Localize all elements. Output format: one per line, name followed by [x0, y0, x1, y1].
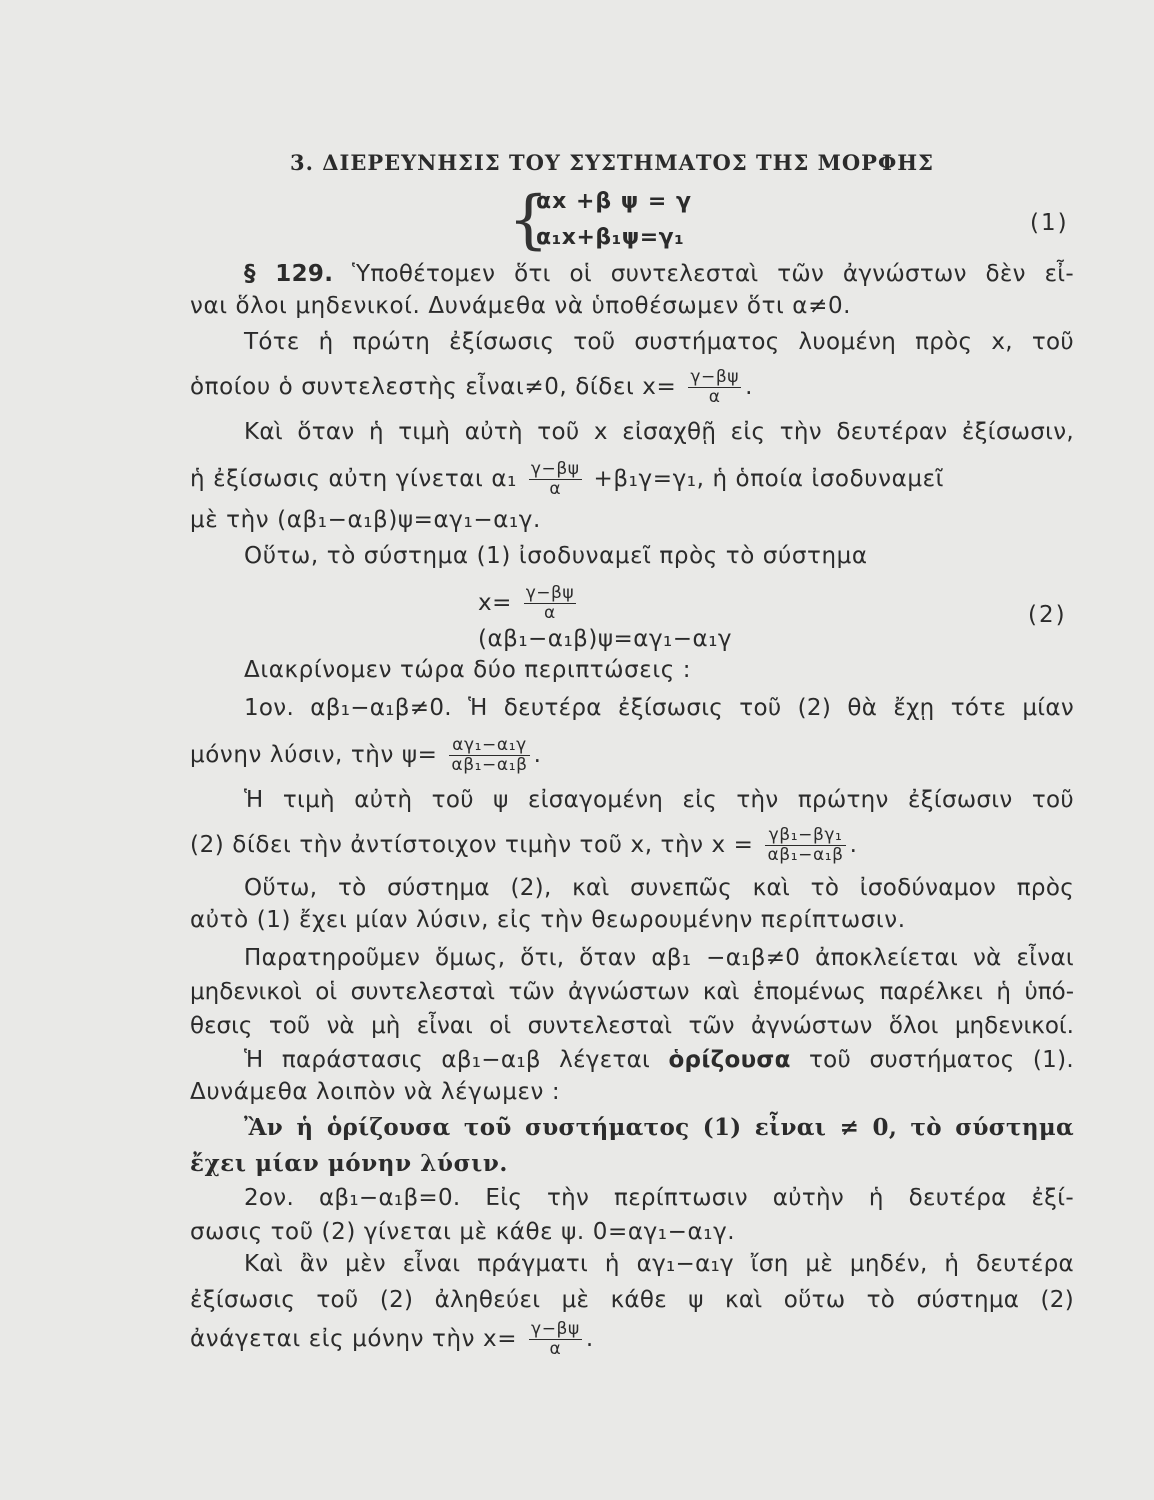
fraction-numerator: γ−βψ — [525, 583, 575, 603]
para-129-line1 — [190, 260, 1074, 288]
parastasis-text: Ἡ παράστασις αβ₁−α₁β λέγεται — [244, 1047, 651, 1073]
parastasis-end: τοῦ συστήματος (1). — [809, 1047, 1074, 1073]
parastasis-line2: Δυνάμεθα λοιπὸν νὰ λέγωμεν : — [190, 1079, 561, 1105]
para-129-text: Ὑποθέτομεν ὅτι οἱ συντελεσταὶ τῶν ἀγνώστων δὲν εἶ- — [352, 261, 1074, 287]
fraction-numerator: γ−βψ — [531, 1319, 580, 1339]
theorem-line1: Ἂν ἡ ὁρίζουσα τοῦ συστήματος (1) εἶναι ≠ 0, τὸ σύστημα — [244, 1114, 1074, 1141]
fraction-denominator: α — [549, 479, 562, 499]
system-brace: { — [508, 183, 549, 257]
fraction-denominator: α — [544, 603, 556, 623]
system-eq1: αx +β ψ = γ — [536, 189, 693, 214]
outo2-line2: αὐτὸ (1) ἔχει μίαν λύσιν, εἰς τὴν θεωρουμένην περίπτωσιν. — [190, 907, 906, 933]
system2-eq2: (αβ₁−α₁β)ψ=αγ₁−α₁γ — [478, 626, 733, 652]
paratiroumen-line1: Παρατηροῦμεν ὅμως, ὅτι, ὅταν αβ₁ −α₁β≠0 ἀποκλείεται νὰ εἶναι — [244, 945, 1074, 971]
kai-an-line2: ἐξίσωσις τοῦ (2) ἀληθεύει μὲ κάθε ψ καὶ οὕτω τὸ σύστημα (2) — [190, 1287, 1074, 1313]
diakrinomen-line: Διακρίνομεν τώρα δύο περιπτώσεις : — [244, 657, 692, 683]
fraction-substitution — [529, 460, 582, 499]
fraction-denominator: αβ₁−α₁β — [767, 845, 844, 865]
fraction-x — [688, 368, 741, 407]
term-orizousa: ὁρίζουσα — [668, 1047, 791, 1073]
kai-otan-line2 — [190, 460, 944, 499]
fraction-denominator: αβ₁−α₁β — [451, 755, 528, 775]
paratiroumen-line2: μηδενικοὶ οἱ συντελεσταὶ τῶν ἀγνώστων καὶ ἑπομένως παρέλκει ἡ ὑπό- — [190, 979, 1074, 1005]
fraction-system2 — [524, 584, 576, 623]
case1-line2-end: . — [533, 742, 542, 768]
fraction-numerator: αγ₁−α₁γ — [449, 736, 529, 756]
tote-line2-text: ὁποίου ὁ συντελεστὴς εἶναι≠0, δίδει x= — [190, 374, 677, 400]
equation-number-2: (2) — [1028, 602, 1067, 628]
system-eq2: α₁x+β₁ψ=γ₁ — [536, 225, 685, 250]
section-mark: § 129. — [244, 261, 334, 287]
fraction-denominator: α — [549, 1339, 562, 1359]
timi-line2 — [190, 826, 858, 865]
case1-line1: 1ον. αβ₁−α₁β≠0. Ἡ δευτέρα ἐξίσωσις τοῦ (2) θὰ ἔχῃ τότε μίαν — [244, 695, 1074, 721]
kai-an-line3 — [190, 1320, 594, 1359]
fraction-numerator: γ−βψ — [530, 459, 580, 479]
outo-line: Οὕτω, τὸ σύστημα (1) ἰσοδυναμεῖ πρὸς τὸ σύστημα — [244, 543, 868, 569]
timi-line1: Ἡ τιμὴ αὐτὴ τοῦ ψ εἰσαγομένη εἰς τὴν πρώτην ἐξίσωσιν τοῦ — [244, 787, 1074, 813]
parastasis-line1 — [190, 1046, 1074, 1074]
fraction-denominator: α — [708, 387, 721, 407]
kai-an-line3-end: . — [585, 1326, 594, 1352]
case1-line2 — [190, 736, 542, 775]
kai-otan-line2-end: +β₁γ=γ₁, ἡ ὁποία ἰσοδυναμεῖ — [593, 466, 945, 492]
timi-line2-end: . — [849, 832, 858, 858]
timi-line2-text: (2) δίδει τὴν ἀντίστοιχον τιμὴν τοῦ x, τὴν x = — [190, 832, 754, 858]
kai-otan-line3: μὲ τὴν (αβ₁−α₁β)ψ=αγ₁−α₁γ. — [190, 507, 541, 533]
para-129-line2: ναι ὅλοι μηδενικοί. Δυνάμεθα νὰ ὑποθέσωμεν ὅτι α≠0. — [190, 293, 852, 319]
kai-otan-line1: Καὶ ὅταν ἡ τιμὴ αὐτὴ τοῦ x εἰσαχθῇ εἰς τὴν δευτέραν ἐξίσωσιν, — [244, 419, 1074, 445]
equation-number-1: (1) — [1030, 210, 1069, 236]
kai-an-line3-text: ἀνάγεται εἰς μόνην τὴν x= — [190, 1326, 518, 1352]
kai-an-line1: Καὶ ἂν μὲν εἶναι πράγματι ἡ αγ₁−α₁γ ἴση μὲ μηδέν, ἡ δευτέρα — [244, 1251, 1074, 1277]
fraction-numerator: γβ₁−βγ₁ — [765, 826, 845, 846]
paratiroumen-line3: θεσις τοῦ νὰ μὴ εἶναι οἱ συντελεσταὶ τῶν ἀγνώστων ὅλοι μηδενικοί. — [190, 1013, 1074, 1039]
tote-line2 — [190, 368, 753, 407]
case1-line2-text: μόνην λύσιν, τὴν ψ= — [190, 742, 438, 768]
kai-otan-line2-text: ἡ ἐξίσωσις αὐτη γίνεται α₁ — [190, 466, 517, 492]
fraction-psi — [449, 736, 529, 775]
case2-line1: 2ον. αβ₁−α₁β=0. Εἰς τὴν περίπτωσιν αὐτὴν ἡ δευτέρα ἐξί- — [244, 1185, 1074, 1211]
text-body — [190, 0, 1074, 1500]
tote-line1: Τότε ἡ πρώτη ἐξίσωσις τοῦ συστήματος λυομένη πρὸς x, τοῦ — [244, 329, 1074, 355]
fraction-numerator: γ−βψ — [690, 367, 740, 387]
tote-line2-end: . — [745, 374, 754, 400]
case2-line2: σωσις τοῦ (2) γίνεται μὲ κάθε ψ. 0=αγ₁−α₁γ. — [190, 1219, 736, 1245]
section-title: 3. ΔΙΕΡΕΥΝΗΣΙΣ ΤΟΥ ΣΥΣΤΗΜΑΤΟΣ ΤΗΣ ΜΟΡΦΗΣ — [290, 150, 934, 175]
fraction-final — [529, 1320, 582, 1359]
system2-x: x= — [478, 590, 512, 616]
theorem-line2: ἔχει μίαν μόνην λύσιν. — [190, 1150, 509, 1177]
outo2-line1: Οὕτω, τὸ σύστημα (2), καὶ συνεπῶς καὶ τὸ ἰσοδύναμον πρὸς — [244, 875, 1074, 901]
fraction-x-solution — [765, 826, 845, 865]
system2-eq1 — [478, 584, 580, 623]
